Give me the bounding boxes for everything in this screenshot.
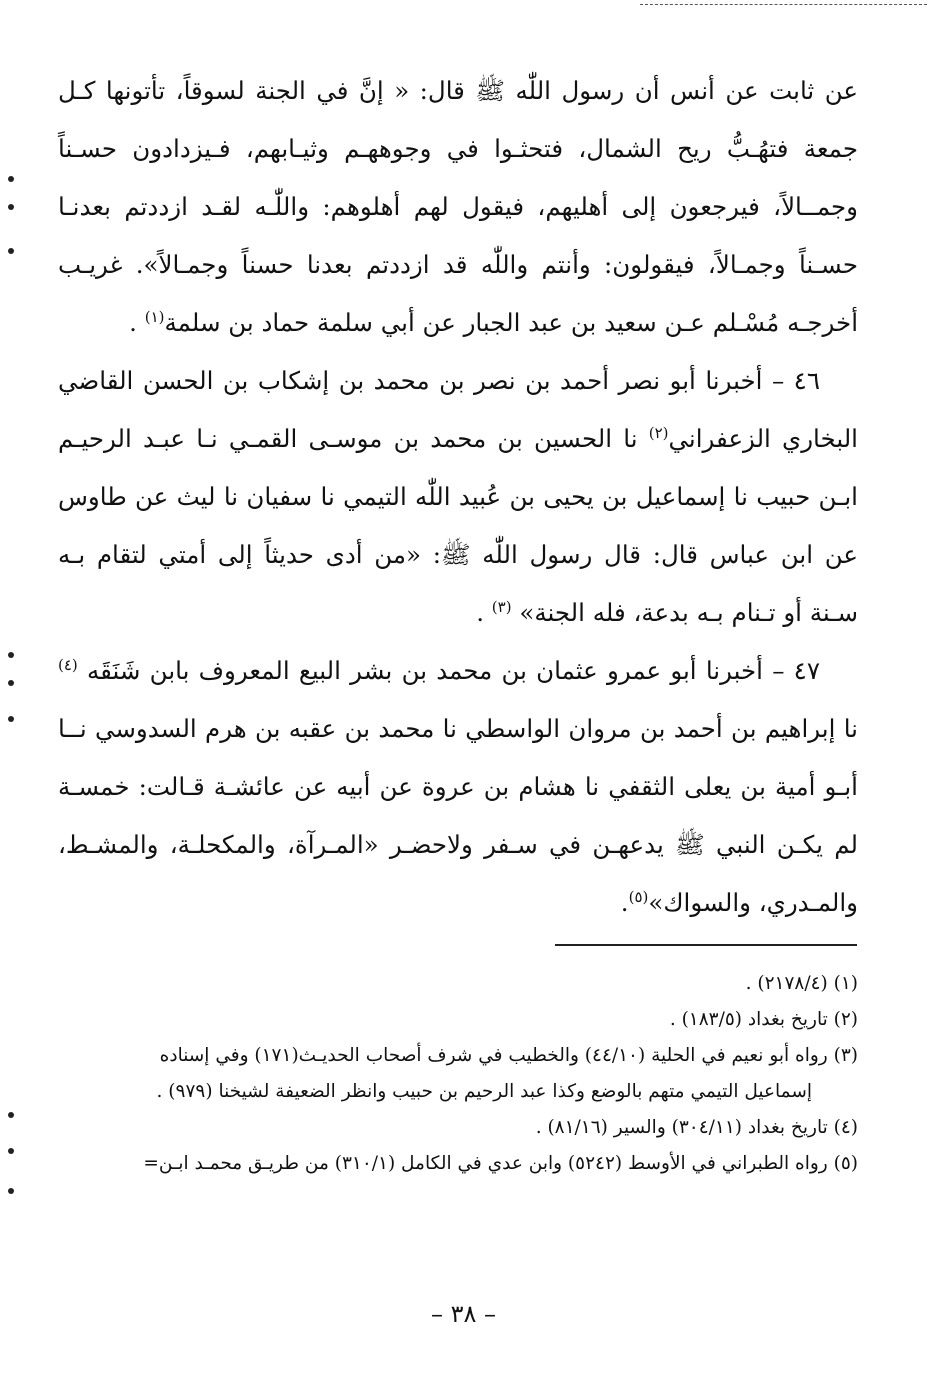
margin-dot — [8, 204, 14, 210]
footnote-ref: (٣) — [491, 597, 512, 616]
footnote-3: (٣) رواه أبو نعيم في الحلية (٤٤/١٠) والخطيب في شرف أصحاب الحديـث(١٧١) وفي إسناده — [159, 1045, 858, 1066]
paragraph-end: . — [620, 888, 629, 917]
margin-marks — [0, 0, 30, 1377]
margin-dot — [8, 716, 14, 722]
paragraph-text: نا إبراهيم بن أحمد بن مروان الواسطي نا محمد بن عقبه بن هرم السدوسي نــا أبـو أمية بن يعلى الثقفي نا هشام بن عروة عن أبيه عن عائشـة قـالت: خمسـة لم يكـن النبي ﷺ يدعهـن في سـفر ولاحضـر «المـرآة، والمكحلـة، والمشـط، والمـدري، والسواك» — [58, 714, 858, 917]
footnote-3-continued: إسماعيل التيمي متهم بالوضع وكذا عبد الرحيم بن حبيب وانظر الضعيفة لشيخنا (٩٧٩) . — [156, 1081, 812, 1102]
paragraph-end: . — [476, 598, 492, 627]
margin-dot — [8, 680, 14, 686]
footnote-ref: (٢) — [648, 423, 669, 442]
footnote-2: (٢) تاريخ بغداد (١٨٣/٥) . — [669, 1009, 858, 1030]
footnote-separator — [555, 944, 857, 946]
footnote-ref: (١) — [144, 307, 165, 326]
margin-dot — [8, 1148, 14, 1154]
margin-dot — [8, 1188, 14, 1194]
paragraph-text: ٤٦ – أخبرنا أبو نصر أحمد بن نصر بن محمد بن إشكاب بن الحسن القاضي البخاري الزعفراني — [58, 366, 858, 453]
paragraph-hadith-46 — [58, 352, 858, 642]
footnote-1: (١) (٢١٧٨/٤) . — [745, 973, 858, 994]
paragraph-text: ٤٧ – أخبرنا أبو عمرو عثمان بن محمد بن بشر البيع المعروف بابن شَنَقَه — [77, 656, 820, 685]
paragraph-hadith-45-end — [58, 62, 858, 352]
margin-dot — [8, 248, 14, 254]
footnotes — [58, 966, 858, 1182]
footnote-5: (٥) رواه الطبراني في الأوسط (٥٢٤٢) وابن عدي في الكامل (٣١٠/١) من طريـق محمـد ابـن= — [143, 1153, 858, 1174]
margin-dot — [8, 652, 14, 658]
paragraph-hadith-47 — [58, 642, 858, 932]
paragraph-end: . — [129, 308, 145, 337]
main-body — [58, 62, 858, 932]
page-number: – ٣٨ – — [430, 1300, 497, 1328]
footnote-4: (٤) تاريخ بغداد (٣٠٤/١١) والسير (٨١/١٦) . — [535, 1117, 858, 1138]
paragraph-text: نا الحسين بن محمد بن موسـى القمـي نـا عبـد الرحيـم ابـن حبيب نا إسماعيل بن يحيى بن عُبيد اللّٰه التيمي نا سفيان نا ليث عن طاوس عن ابن عباس قال: قال رسول اللّٰه ﷺ: «من أدى حديثاً إلى أمتي لتقام بـه سـنة أو تـنام بـه بدعة، فله الجنة» — [58, 424, 858, 627]
footnote-ref: (٤) — [58, 655, 78, 674]
margin-dot — [8, 176, 14, 182]
paragraph-text: عن ثابت عن أنس أن رسول اللّٰه ﷺ قال: « إنَّ في الجنة لسوقاً، تأتونها كـل جمعة فتهُـبُّ ريح الشمال، فتحثـوا في وجوههـم وثيـابهم، فـيزدادون حسـناً وجمــالاً، فيرجعون إلى أهليهم، فيقول لهم أهلوهم: واللّٰـه لقـد ازددتم بعدنـا حسـناً وجمـالاً، فيقولون: وأنتم واللّٰه قد ازددتم بعدنا حسناً وجمـالاً». غريـب أخرجـه مُسْـلم عـن سعيد بن عبد الجبار عن أبي سلمة حماد بن سلمة — [58, 76, 858, 337]
top-edge-rule — [640, 4, 927, 5]
footnote-ref: (٥) — [628, 887, 649, 906]
margin-dot — [8, 1112, 14, 1118]
